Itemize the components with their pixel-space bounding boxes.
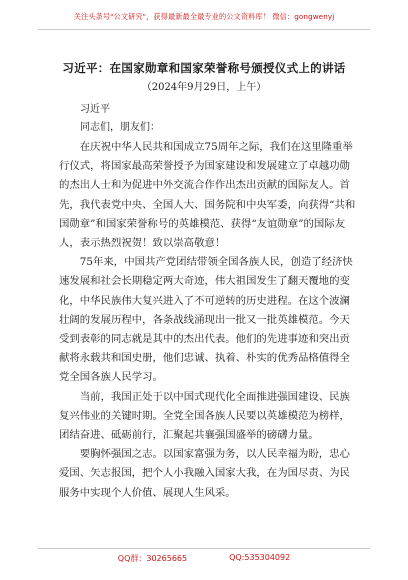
header-divider — [38, 29, 370, 30]
paragraph: 当前，我国正处于以中国式现代化全面推进强国建设、民族复兴伟业的关键时期。全党全国各族人民要以英雄模范为榜样，团结奋进、砥砺前行，汇聚起共襄强国盛举的磅礴力量。 — [59, 390, 350, 442]
document-body — [59, 138, 359, 503]
footer-qq: QQ:535304092 — [229, 553, 291, 562]
paragraph: 在庆祝中华人民共和国成立75周年之际，我们在这里隆重举行仪式，将国家最高荣誉授予为国家建设和发展建立了卓越功勋的杰出人士和为促进中外交流合作作出杰出贡献的国际友人。首先，我代表党中央、全国人大、国务院和中央军委，向获得“共和国勋章”和国家荣誉称号的英雄模范、获得“友谊勋章”的国际友人，表示热烈祝贺！致以崇高敬意！ — [59, 141, 356, 250]
paragraph: 75年来，中国共产党团结带领全国各族人民，创造了经济快速发展和社会长期稳定两大奇迹，伟大祖国发生了翻天覆地的变化，中华民族伟大复兴进入了不可逆转的历史进程。在这个波澜壮阔的发展历程中，各条战线涌现出一批又一批英雄模范。今天受到表彰的同志就是其中的杰出代表。他们的先进事迹和突出贡献将永载共和国史册，他们忠诚、执着、朴实的优秀品格值得全党全国各族人民学习。 — [59, 256, 353, 384]
document-dateline: （2024年9月29日，上午） — [141, 82, 267, 93]
footer-divider — [38, 548, 370, 549]
header-banner: 关注头条号"公文研究"，获得最新最全最专业的公文资料库！ 微信：gongwenyj — [73, 12, 335, 21]
footer — [0, 553, 408, 564]
greeting: 同志们，朋友们： — [80, 122, 160, 133]
speaker-name: 习近平 — [80, 104, 110, 115]
document-title: 习近平：在国家勋章和国家荣誉称号颁授仪式上的讲话 — [62, 61, 346, 75]
footer-qq-group: QQ群：30265665 — [117, 554, 188, 563]
paragraph: 要胸怀强国之志。以国家富强为务，以人民幸福为盼，忠心爱国、矢志报国，把个人小我融入国家大我，在为国尽责、为民服务中实现个人价值、展现人生风采。 — [59, 448, 350, 499]
